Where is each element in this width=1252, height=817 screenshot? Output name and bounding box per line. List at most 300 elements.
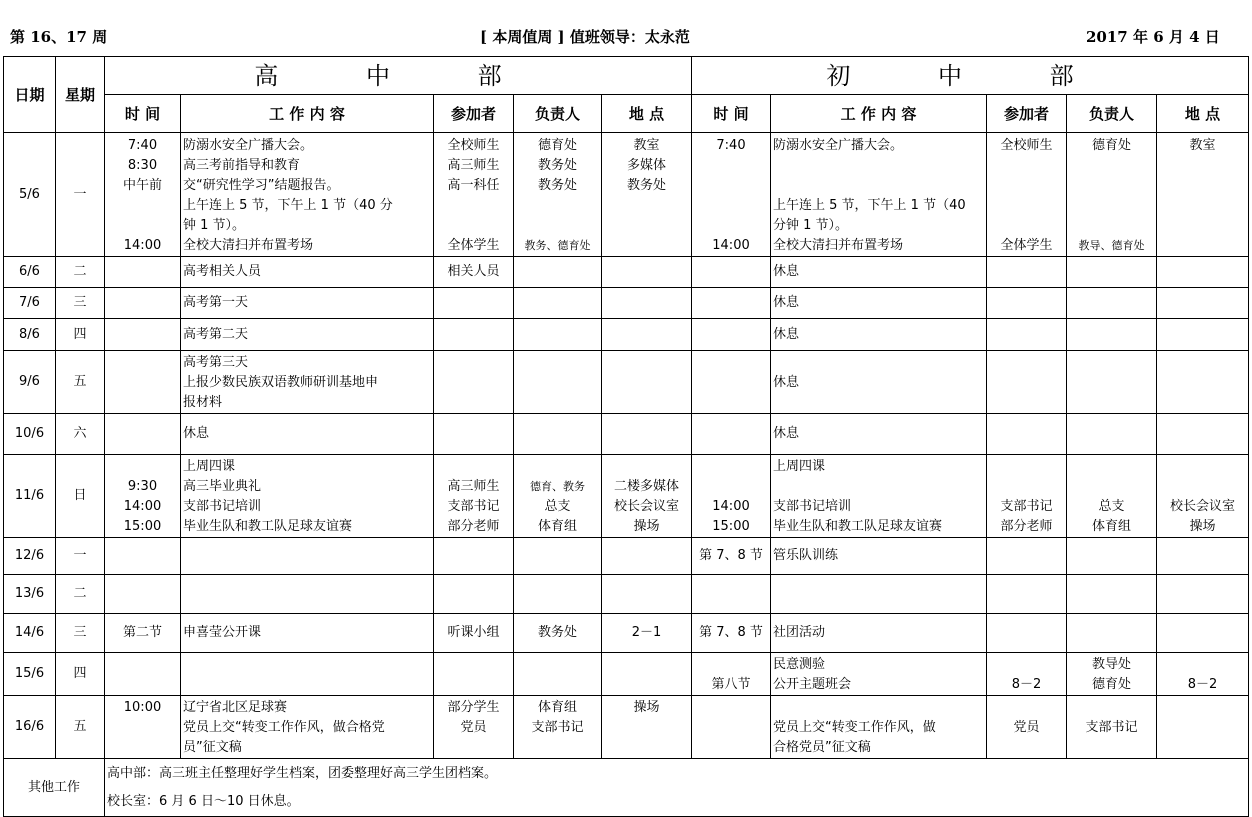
senior-content-line: 全校大清扫并布置考场: [183, 237, 314, 253]
senior-responsible: [514, 414, 602, 455]
senior-responsible-line: 教务处: [537, 177, 577, 193]
junior-time: [692, 319, 771, 351]
senior-participants-line: 高三师生: [447, 157, 500, 173]
senior-content: [181, 257, 434, 288]
junior-participants: [987, 351, 1067, 414]
junior-content-line: 全校大清扫并布置考场: [773, 237, 904, 253]
junior-location-line: [1159, 176, 1246, 196]
junior-location: [1157, 455, 1249, 538]
senior-location-line: 校长会议室: [613, 499, 679, 514]
schedule-row: [4, 614, 1249, 653]
senior-location: [602, 653, 692, 696]
senior-content-line: 高考第三天: [183, 355, 249, 370]
row-weekday: 三: [56, 614, 105, 653]
junior-participants: [987, 288, 1067, 319]
senior-content-line: 毕业生队和教工队足球友谊赛: [183, 519, 353, 534]
senior-content-line: 高考相关人员: [183, 264, 262, 279]
junior-responsible: [1067, 133, 1157, 257]
junior-time-line: 14:00: [712, 237, 750, 253]
senior-location: [602, 319, 692, 351]
junior-responsible-line: 教导、德育处: [1078, 238, 1145, 252]
schedule-row: [4, 455, 1249, 538]
senior-content: [181, 288, 434, 319]
senior-content: [181, 455, 434, 538]
junior-content-line: 管乐队训练: [773, 548, 839, 563]
junior-responsible: [1067, 575, 1157, 614]
senior-responsible: [514, 257, 602, 288]
senior-responsible: [514, 653, 602, 696]
junior-content: [771, 288, 987, 319]
senior-time-line: [107, 738, 178, 758]
junior-content-line: 休息: [773, 295, 800, 310]
senior-time-line: 7:40: [127, 137, 158, 153]
junior-content: [771, 455, 987, 538]
other-work-line-2: 校长室：6 月 6 日～10 日休息。: [107, 793, 300, 809]
junior-location-line: [1159, 477, 1246, 497]
junior-content: [771, 696, 987, 759]
senior-location-line: [604, 196, 689, 216]
senior-responsible-line: [516, 216, 599, 236]
junior-location: [1157, 696, 1249, 759]
junior-time-line: [694, 655, 768, 675]
senior-responsible: [514, 133, 602, 257]
senior-location: [602, 133, 692, 257]
senior-location-line: 二楼多媒体: [613, 479, 679, 494]
senior-responsible-line: 教务处: [537, 625, 577, 640]
senior-participants-line: 党员: [460, 720, 487, 735]
junior-location: [1157, 319, 1249, 351]
senior-content-line: 申喜莹公开课: [183, 625, 262, 640]
schedule-row: [4, 575, 1249, 614]
senior-location: [602, 575, 692, 614]
senior-responsible: [514, 614, 602, 653]
senior-time: [105, 414, 181, 455]
junior-location-line: [1159, 655, 1246, 675]
other-work-line-1: 高中部：高三班主任整理好学生档案，团委整理好高三学生团档案。: [107, 765, 498, 781]
junior-location: [1157, 414, 1249, 455]
junior-participants-line: [989, 457, 1064, 477]
senior-content-line: 钟 1 节）。: [183, 217, 246, 233]
senior-participants-line: 全体学生: [447, 237, 500, 253]
junior-content: [771, 414, 987, 455]
senior-time-line: [107, 196, 178, 216]
row-date: 12/6: [4, 538, 56, 575]
senior-responsible-line: [516, 738, 599, 758]
senior-content-line: 高考第二天: [183, 326, 249, 342]
senior-responsible-line: 德育、教务: [530, 480, 585, 493]
junior-content-line: 休息: [773, 375, 800, 390]
junior-time: [692, 133, 771, 257]
other-work-label: 其他工作: [4, 759, 105, 817]
junior-time-line: [694, 176, 768, 196]
senior-time-line: 15:00: [123, 519, 162, 534]
junior-header-responsible: 负责人: [1067, 95, 1157, 133]
senior-participants-line: 支部书记: [447, 499, 500, 514]
junior-time: [692, 257, 771, 288]
senior-participants: [434, 614, 514, 653]
senior-content: [181, 538, 434, 575]
junior-time: [692, 575, 771, 614]
junior-participants-line: 党员: [1013, 720, 1040, 735]
senior-responsible-line: 体育组: [537, 700, 577, 715]
senior-location-line: 操场: [633, 700, 660, 715]
junior-responsible-line: 德育处: [1091, 677, 1131, 692]
junior-participants: [987, 653, 1067, 696]
junior-content-line: 上周四课: [773, 459, 826, 474]
row-date: 14/6: [4, 614, 56, 653]
senior-participants-line: 相关人员: [447, 264, 500, 279]
senior-content-line: 防溺水安全广播大会。: [183, 137, 314, 153]
junior-participants-line: 全校师生: [1000, 137, 1053, 153]
senior-participants-line: 部分学生: [447, 700, 500, 715]
senior-location-line: [604, 216, 689, 236]
junior-participants-line: 部分老师: [1000, 519, 1053, 534]
senior-time: [105, 614, 181, 653]
junior-location: [1157, 257, 1249, 288]
junior-header-content: 工 作 内 容: [771, 95, 987, 133]
senior-responsible-line: 教务处: [537, 157, 577, 173]
senior-content-line: 高三考前指导和教育: [183, 157, 301, 173]
senior-time-line: [107, 718, 178, 738]
senior-participants-line: [436, 196, 511, 216]
senior-location: [602, 351, 692, 414]
junior-participants-line: [989, 698, 1064, 718]
junior-responsible: [1067, 538, 1157, 575]
junior-content-line: 上午连上 5 节，下午上 1 节（40: [773, 197, 966, 213]
senior-responsible: [514, 696, 602, 759]
senior-responsible-line: 德育处: [537, 137, 577, 153]
junior-content: [771, 653, 987, 696]
senior-location: [602, 455, 692, 538]
senior-time: [105, 288, 181, 319]
junior-participants-line: [989, 196, 1064, 216]
senior-participants-line: 高一科任: [447, 177, 500, 193]
senior-content: [181, 351, 434, 414]
junior-location: [1157, 614, 1249, 653]
junior-participants-line: 8－2: [1011, 677, 1042, 692]
junior-responsible: [1067, 696, 1157, 759]
junior-participants: [987, 696, 1067, 759]
junior-section-title: 初 中 部: [692, 57, 1249, 95]
junior-location-line: [1159, 457, 1246, 477]
senior-content: [181, 133, 434, 257]
junior-participants-line: [989, 738, 1064, 758]
senior-time-line: 14:00: [123, 237, 162, 253]
schedule-row: [4, 414, 1249, 455]
senior-time: [105, 696, 181, 759]
junior-time-line: [694, 156, 768, 176]
junior-time: [692, 614, 771, 653]
senior-content: [181, 696, 434, 759]
senior-responsible: [514, 288, 602, 319]
junior-participants-line: [989, 216, 1064, 236]
junior-participants-line: [989, 156, 1064, 176]
junior-location-line: 校长会议室: [1169, 499, 1235, 514]
junior-participants: [987, 414, 1067, 455]
senior-responsible-line: 教务、德育处: [524, 238, 591, 252]
senior-participants-line: 听课小组: [447, 625, 500, 640]
senior-location: [602, 257, 692, 288]
row-weekday: 六: [56, 414, 105, 455]
senior-time-line: [107, 457, 178, 477]
senior-participants: [434, 575, 514, 614]
senior-participants-line: 部分老师: [447, 519, 500, 534]
senior-location-line: 多媒体: [626, 157, 666, 173]
junior-location-line: 8－2: [1187, 677, 1218, 692]
senior-location: [602, 614, 692, 653]
week-label: 第 16、17 周: [10, 28, 108, 46]
junior-responsible-line: [1069, 698, 1154, 718]
junior-responsible-line: [1069, 457, 1154, 477]
junior-content-line: [773, 156, 984, 176]
junior-content-line: [773, 698, 984, 718]
junior-participants: [987, 257, 1067, 288]
senior-header-content: 工 作 内 容: [181, 95, 434, 133]
senior-time-line: 10:00: [123, 700, 162, 715]
junior-content: [771, 351, 987, 414]
senior-responsible: [514, 455, 602, 538]
junior-content-line: [773, 176, 984, 196]
junior-content-line: 社团活动: [773, 625, 826, 640]
senior-time-line: 14:00: [123, 499, 162, 514]
junior-responsible-line: [1069, 176, 1154, 196]
junior-time: [692, 351, 771, 414]
junior-responsible-line: 体育组: [1091, 519, 1131, 534]
junior-time-line: [694, 477, 768, 497]
duty-leader: [ 本周值周 ] 值班领导：太永范: [480, 28, 690, 46]
junior-responsible-line: [1069, 156, 1154, 176]
senior-time: [105, 351, 181, 414]
row-date: 13/6: [4, 575, 56, 614]
junior-responsible-line: 教导处: [1091, 657, 1131, 672]
row-weekday: 日: [56, 455, 105, 538]
junior-location-line: 教室: [1189, 137, 1216, 153]
row-date: 15/6: [4, 653, 56, 696]
senior-location: [602, 696, 692, 759]
document-header: [0, 24, 1252, 48]
junior-content-line: 公开主题班会: [773, 677, 852, 692]
senior-responsible-line: 支部书记: [531, 720, 584, 735]
junior-content: [771, 575, 987, 614]
junior-content-line: 休息: [773, 326, 800, 342]
senior-participants: [434, 288, 514, 319]
row-weekday: 五: [56, 696, 105, 759]
junior-responsible: [1067, 288, 1157, 319]
junior-content: [771, 319, 987, 351]
senior-location-line: [604, 738, 689, 758]
junior-participants: [987, 133, 1067, 257]
junior-responsible: [1067, 257, 1157, 288]
row-date: 9/6: [4, 351, 56, 414]
junior-participants-line: 全体学生: [1000, 237, 1053, 253]
senior-time: [105, 133, 181, 257]
junior-time-line: 15:00: [712, 519, 750, 534]
junior-location: [1157, 133, 1249, 257]
schedule-row: [4, 288, 1249, 319]
senior-participants: [434, 257, 514, 288]
junior-time-line: 第 7、8 节: [699, 625, 763, 640]
junior-participants-line: [989, 655, 1064, 675]
row-date: 5/6: [4, 133, 56, 257]
row-weekday: 三: [56, 288, 105, 319]
senior-participants: [434, 319, 514, 351]
junior-content-line: 民意测验: [773, 657, 826, 672]
junior-participants-line: [989, 477, 1064, 497]
junior-time-line: 7:40: [716, 137, 746, 153]
senior-time-line: 第二节: [122, 625, 162, 640]
senior-time: [105, 538, 181, 575]
row-date: 11/6: [4, 455, 56, 538]
junior-header-participants: 参加者: [987, 95, 1067, 133]
senior-header-time: 时 间: [105, 95, 181, 133]
senior-content: [181, 414, 434, 455]
junior-location-line: [1159, 216, 1246, 236]
senior-header-participants: 参加者: [434, 95, 514, 133]
senior-responsible-line: 总支: [544, 499, 571, 514]
row-date: 8/6: [4, 319, 56, 351]
junior-participants: [987, 455, 1067, 538]
junior-responsible-line: 总支: [1098, 499, 1125, 514]
junior-location-line: [1159, 196, 1246, 216]
senior-section-title: 高 中 部: [105, 57, 692, 95]
senior-content-line: 上报少数民族双语教师研训基地申: [183, 375, 379, 390]
junior-responsible-line: 支部书记: [1085, 720, 1138, 735]
row-date: 10/6: [4, 414, 56, 455]
junior-participants: [987, 575, 1067, 614]
junior-time-line: [694, 216, 768, 236]
senior-location: [602, 414, 692, 455]
junior-time-line: 14:00: [712, 499, 750, 514]
senior-time: [105, 653, 181, 696]
senior-responsible-line: [516, 457, 599, 477]
senior-location-line: [604, 236, 689, 256]
senior-content: [181, 575, 434, 614]
junior-responsible-line: [1069, 477, 1154, 497]
senior-location-line: 教室: [633, 137, 660, 153]
junior-participants-line: [989, 176, 1064, 196]
schedule-row: [4, 351, 1249, 414]
junior-location: [1157, 351, 1249, 414]
schedule-row: [4, 319, 1249, 351]
junior-location: [1157, 538, 1249, 575]
senior-location: [602, 288, 692, 319]
senior-content-line: 高三毕业典礼: [183, 479, 262, 494]
row-date: 7/6: [4, 288, 56, 319]
junior-content: [771, 257, 987, 288]
senior-content-line: 休息: [183, 426, 210, 441]
junior-responsible: [1067, 653, 1157, 696]
junior-participants: [987, 319, 1067, 351]
senior-header-location: 地 点: [602, 95, 692, 133]
junior-content: [771, 133, 987, 257]
row-weekday: 一: [56, 538, 105, 575]
junior-time: [692, 696, 771, 759]
senior-participants-line: [436, 738, 511, 758]
junior-content-line: 合格党员”征文稿: [773, 740, 871, 755]
junior-location: [1157, 575, 1249, 614]
header-date: 日期: [4, 57, 56, 133]
schedule-row: [4, 696, 1249, 759]
junior-responsible: [1067, 319, 1157, 351]
senior-content-line: 员”征文稿: [183, 740, 242, 755]
junior-time: [692, 455, 771, 538]
senior-content-line: 党员上交“转变工作作风，做合格党: [183, 720, 385, 735]
senior-location-line: 2－1: [631, 625, 662, 640]
senior-location-line: [604, 457, 689, 477]
junior-location: [1157, 288, 1249, 319]
row-weekday: 四: [56, 653, 105, 696]
junior-responsible-line: [1069, 196, 1154, 216]
senior-time-line: 中午前: [122, 177, 162, 193]
senior-time: [105, 575, 181, 614]
senior-participants: [434, 455, 514, 538]
senior-time-line: [107, 216, 178, 236]
senior-content-line: 辽宁省北区足球赛: [183, 700, 288, 715]
senior-content: [181, 653, 434, 696]
senior-content-line: 上周四课: [183, 459, 236, 474]
senior-time: [105, 257, 181, 288]
senior-responsible: [514, 538, 602, 575]
junior-content-line: 支部书记培训: [773, 499, 852, 514]
junior-content-line: [773, 477, 984, 497]
senior-participants-line: [436, 457, 511, 477]
senior-content: [181, 614, 434, 653]
junior-content-line: 毕业生队和教工队足球友谊赛: [773, 519, 943, 534]
senior-content-line: 报材料: [183, 395, 223, 410]
junior-header-location: 地 点: [1157, 95, 1249, 133]
senior-participants: [434, 653, 514, 696]
junior-responsible: [1067, 455, 1157, 538]
junior-header-time: 时 间: [692, 95, 771, 133]
junior-responsible: [1067, 614, 1157, 653]
junior-responsible-line: [1069, 738, 1154, 758]
junior-responsible-line: [1069, 216, 1154, 236]
row-weekday: 二: [56, 575, 105, 614]
senior-participants-line: 高三师生: [447, 479, 500, 494]
senior-participants: [434, 414, 514, 455]
junior-responsible: [1067, 414, 1157, 455]
schedule-row: [4, 538, 1249, 575]
junior-content: [771, 538, 987, 575]
senior-content-line: 上午连上 5 节，下午上 1 节（40 分: [183, 197, 393, 213]
junior-content-line: 休息: [773, 426, 800, 441]
junior-location: [1157, 653, 1249, 696]
junior-time: [692, 288, 771, 319]
row-weekday: 一: [56, 133, 105, 257]
senior-time: [105, 319, 181, 351]
junior-content: [771, 614, 987, 653]
junior-location-line: [1159, 236, 1246, 256]
schedule-row: [4, 133, 1249, 257]
junior-responsible: [1067, 351, 1157, 414]
senior-location: [602, 538, 692, 575]
senior-responsible: [514, 575, 602, 614]
junior-participants: [987, 538, 1067, 575]
header-weekday: 星期: [56, 57, 105, 133]
senior-participants-line: 全校师生: [447, 137, 500, 153]
schedule-row: [4, 653, 1249, 696]
junior-location-line: [1159, 156, 1246, 176]
junior-location-line: 操场: [1189, 519, 1216, 534]
senior-participants-line: [436, 216, 511, 236]
row-weekday: 四: [56, 319, 105, 351]
senior-responsible-line: 体育组: [537, 519, 577, 534]
senior-content-line: 支部书记培训: [183, 499, 262, 514]
row-date: 16/6: [4, 696, 56, 759]
junior-time-line: 第 7、8 节: [699, 548, 763, 563]
senior-participants: [434, 538, 514, 575]
senior-content-line: 高考第一天: [183, 295, 249, 310]
